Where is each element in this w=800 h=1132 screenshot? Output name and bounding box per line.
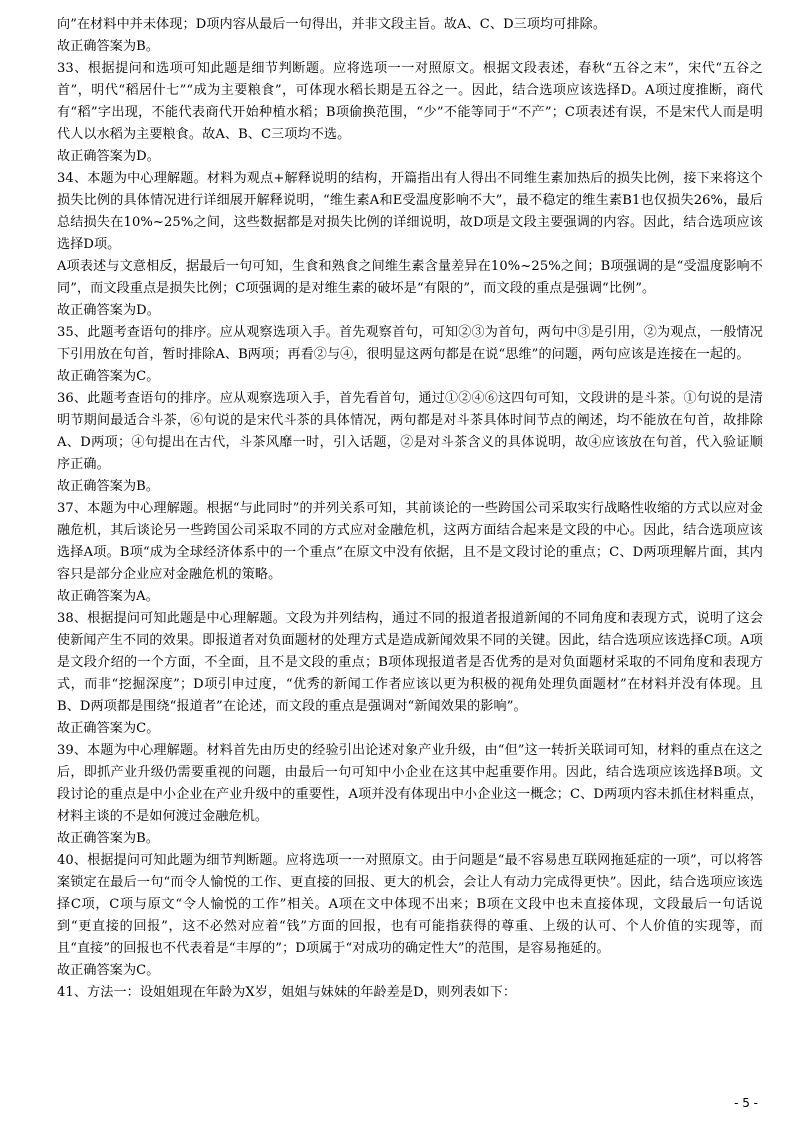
answer-line: 故正确答案为C。 (57, 963, 160, 978)
explanation-33: 33、根据提问和选项可知此题是细节判断题。应将选项一一对照原文。根据文段表述，春秋“五谷之末”，宋代“五谷之首”，明代“稻居什七”“成为主要粮食”，可体现水稻长期是五谷之一。因此，结合选项应该选择D。A项过度推断，商代有“稻”字出现，不能代表商代开始种植水稻；B项偷换范围，“少”不能等同于“不产”；C项表述有误，不是宋代人而是明代人以水稻为主要粮食。故A、B、C三项均不选。 (57, 61, 763, 142)
explanation-35: 35、此题考查语句的排序。应从观察选项入手。首先观察首句，可知②③为首句，两句中③是引用，②为观点，一般情况下引用放在句首，暂时排除A、B两项；再看②与④，很明显这两句都是在说“思维”的问题，两句应该是连接在一起的。 (57, 325, 763, 362)
answer-line: 故正确答案为B。 (57, 39, 160, 54)
answer-line: 故正确答案为D。 (57, 149, 160, 164)
explanation-36: 36、此题考查语句的排序。应从观察选项入手，首先看首句，通过①②④⑥这四句可知，文段讲的是斗茶。①句说的是清明节期间最适合斗茶，⑥句说的是宋代斗茶的具体情况，两句都是对斗茶具体时间节点的阐述，均不能放在句首，故排除A、D两项；④句提出在古代，斗茶风靡一时，引入话题，②是对斗茶含义的具体说明，故④应该放在句首，代入验证顺序正确。 (57, 391, 763, 472)
text-line: 向”在材料中并未体现；D项内容从最后一句得出，并非文段主旨。故A、C、D三项均可排除。 (57, 17, 607, 32)
answer-line: 故正确答案为B。 (57, 479, 160, 494)
page-number: - 5 - (734, 1096, 758, 1110)
answer-line: 故正确答案为C。 (57, 721, 160, 736)
answer-line: 故正确答案为C。 (57, 369, 160, 384)
document-body (57, 14, 763, 1004)
explanation-40: 40、根据提问可知此题为细节判断题。应将选项一一对照原文。由于问题是“最不容易患互联网拖延症的一项”，可以将答案锁定在最后一句“而令人愉悦的工作、更直接的回报、更大的机会，会让人有动力完成得更快”。因此，结合选项应该选择C项，C项与原文“令人愉悦的工作”相关。A项在文中体现不出来；B项在文段中也未直接体现，文段最后一句话说到“更直接的回报”，这不必然对应着“钱”方面的回报，也有可能指获得的尊重、上级的认可、个人价值的实现等，而且“直接”的回报也不代表着是“丰厚的”；D项属于“对成功的确定性大”的范围，是容易拖延的。 (57, 853, 763, 956)
explanation-39: 39、本题为中心理解题。材料首先由历史的经验引出论述对象产业升级，由“但”这一转折关联词可知，材料的重点在这之后，即抓产业升级仍需要重视的问题，由最后一句可知中小企业在这其中起重要作用。因此，结合选项应该选择B项。文段讨论的重点是中小企业在产业升级中的重要性，A项并没有体现出中小企业这一概念；C、D两项内容未抓住材料重点，材料主谈的不是如何渡过金融危机。 (57, 743, 763, 824)
explanation-41: 41、方法一：设姐姐现在年龄为X岁，姐姐与妹妹的年龄差是D，则列表如下： (57, 985, 517, 1000)
explanation-34: 34、本题为中心理解题。材料为观点+解释说明的结构，开篇指出有人得出不同维生素加热后的损失比例，接下来将这个损失比例的具体情况进行详细展开解释说明，“维生素A和E受温度影响不大”，最不稳定的维生素B1也仅损失26%，最后总结损失在10%~25%之间，这些数据都是对损失比例的详细说明，故D项是文段主要强调的内容。因此，结合选项应该选择D项。 (57, 171, 763, 252)
answer-line: 故正确答案为B。 (57, 831, 160, 846)
explanation-37: 37、本题为中心理解题。根据“与此同时”的并列关系可知，其前谈论的一些跨国公司采取实行战略性收缩的方式以应对金融危机，其后谈论另一些跨国公司采取不同的方式应对金融危机，这两方面结合起来是文段的中心。因此，结合选项应该选择A项。B项“成为全球经济体系中的一个重点”在原文中没有依据，且不是文段讨论的重点；C、D两项理解片面，其内容只是部分企业应对金融危机的策略。 (57, 501, 763, 582)
answer-line: 故正确答案为A。 (57, 589, 159, 604)
answer-line: 故正确答案为D。 (57, 303, 160, 318)
explanation-34-continued: A项表述与文意相反，据最后一句可知，生食和熟食之间维生素含量差异在10%~25%之间；B项强调的是“受温度影响不同”，而文段重点是损失比例；C项强调的是对维生素的破坏是“有限的”，而文段的重点是强调“比例”。 (57, 259, 763, 296)
explanation-38: 38、根据提问可知此题是中心理解题。文段为并列结构，通过不同的报道者报道新闻的不同角度和表现方式，说明了这会使新闻产生不同的效果。即报道者对负面题材的处理方式是造成新闻效果不同的关键。因此，结合选项应该选择C项。A项是文段介绍的一个方面，不全面，且不是文段的重点；B项体现报道者是否优秀的是对负面题材采取的不同角度和表现方式，而非“挖掘深度”；D项引申过度，“优秀的新闻工作者应该以更为积极的视角处理负面题材”在材料并没有体现。且B、D两项都是围绕“报道者”在论述，而文段的重点是强调对“新闻效果的影响”。 (57, 611, 763, 714)
